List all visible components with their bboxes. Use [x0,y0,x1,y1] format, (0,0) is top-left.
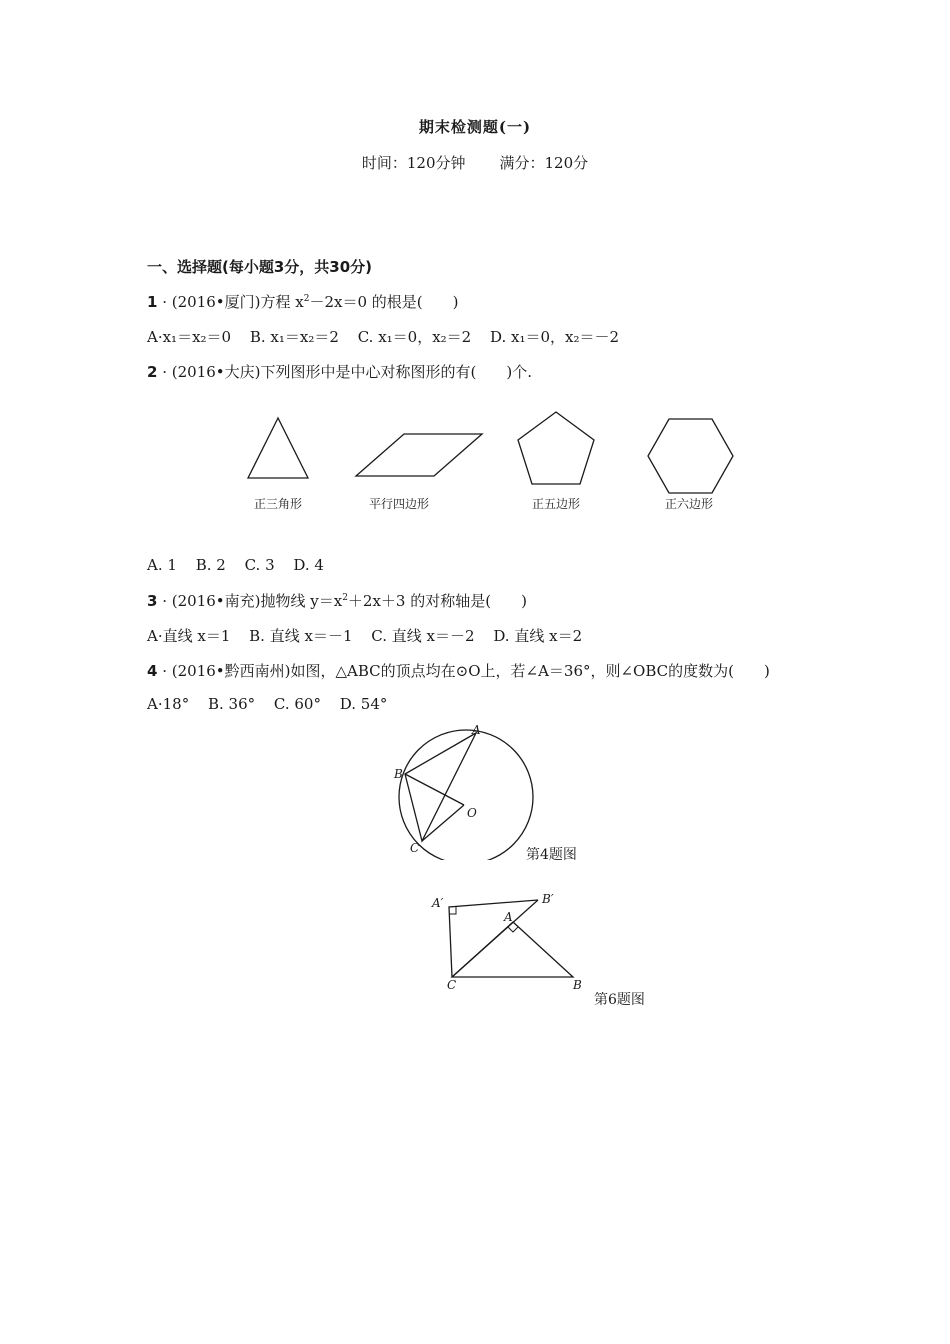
question-source: (2016•黔西南州) [171,662,291,680]
section-heading: 一、选择题(每小题3分，共30分) [147,258,373,276]
question-stem: 下列图形中是中心对称图形的有( )个. [260,363,532,381]
option-d[interactable]: D. x₁＝0，x₂＝－2 [490,328,620,346]
shape-label: 正三角形 [253,497,302,511]
exam-info [0,152,950,173]
shape-label: 正五边形 [531,497,580,511]
shape-label: 正六边形 [664,497,713,511]
parallelogram-shape [356,434,482,476]
question-4-options [147,695,387,713]
option-b[interactable]: B. x₁＝x₂＝2 [249,328,339,346]
option-a[interactable]: A·x₁＝x₂＝0 [147,328,232,346]
label-c: C [447,978,457,992]
question-2: 2 · (2016•大庆)下列图形中是中心对称图形的有( )个. [147,363,532,381]
option-d[interactable]: D. 4 [293,556,324,574]
question-stem: 如图，△ABC的顶点均在⊙O上，若∠A＝36°，则∠OBC的度数为( ) [290,662,770,680]
option-a[interactable]: A·18° [147,695,190,713]
right-triangles-figure [425,885,595,995]
option-d[interactable]: D. 直线 x＝2 [493,627,583,645]
segment-bo [405,774,464,805]
option-c[interactable]: C. 60° [273,695,321,713]
label-b-prime: B′ [542,892,554,906]
shape-label: 平行四边形 [368,497,429,511]
question-number: 2 [147,363,158,381]
question-2-options [147,556,324,574]
question-3: 3 · (2016•南充)抛物线 $y=x^2+2x+3$ 的对称轴是( ) [147,592,527,610]
shapes-figure [0,400,950,500]
circle-triangle-figure [380,720,580,860]
question-number: 3 [147,592,158,610]
right-angle-mark-a-prime [449,907,456,914]
regular-hexagon-shape [648,419,733,493]
right-angle-mark-a [508,927,518,932]
regular-pentagon-shape [518,412,594,484]
full-score: 满分：120分 [499,154,589,172]
figure-6-caption: 第6题图 [594,992,645,1008]
label-a: A [504,910,513,924]
option-c[interactable]: C. x₁＝0，x₂＝2 [357,328,472,346]
option-b[interactable]: B. 36° [207,695,256,713]
option-c[interactable]: C. 直线 x＝－2 [371,627,475,645]
question-source: (2016•南充) [171,592,261,610]
figure-4-caption: 第4题图 [526,847,577,863]
label-c: C [410,841,420,855]
question-stem: 方程 $x^2-2x=0$ 的根是( ) [260,293,459,311]
question-number: 1 [147,293,158,311]
label-b: B [394,767,403,781]
option-b[interactable]: B. 直线 x＝－1 [249,627,353,645]
label-a: A [472,723,481,737]
option-d[interactable]: D. 54° [339,695,388,713]
equilateral-triangle-shape [248,418,308,478]
question-4: 4 · (2016•黔西南州)如图，△ABC的顶点均在⊙O上，若∠A＝36°，则∠OBC的度数为( ) [147,662,770,680]
time-limit: 时间：120分钟 [361,154,466,172]
question-3-options [147,625,582,646]
question-source: (2016•大庆) [171,363,261,381]
question-source: (2016•厦门) [171,293,261,311]
label-a-prime: A′ [432,896,444,910]
question-1: 1 · (2016•厦门)方程 $x^2-2x=0$ 的根是( ) [147,293,459,311]
triangle-acb [452,922,573,977]
option-b[interactable]: B. 2 [195,556,226,574]
question-number: 4 [147,662,158,680]
segment-co [422,805,464,841]
question-1-options [147,326,619,347]
option-a[interactable]: A. 1 [147,556,177,574]
option-a[interactable]: A·直线 x＝1 [147,627,231,645]
page-title: 期末检测题(一) [418,118,532,136]
label-b: B [573,978,582,992]
option-c[interactable]: C. 3 [244,556,275,574]
label-o: O [467,806,477,820]
question-stem: 抛物线 $y=x^2+2x+3$ 的对称轴是( ) [260,592,527,610]
